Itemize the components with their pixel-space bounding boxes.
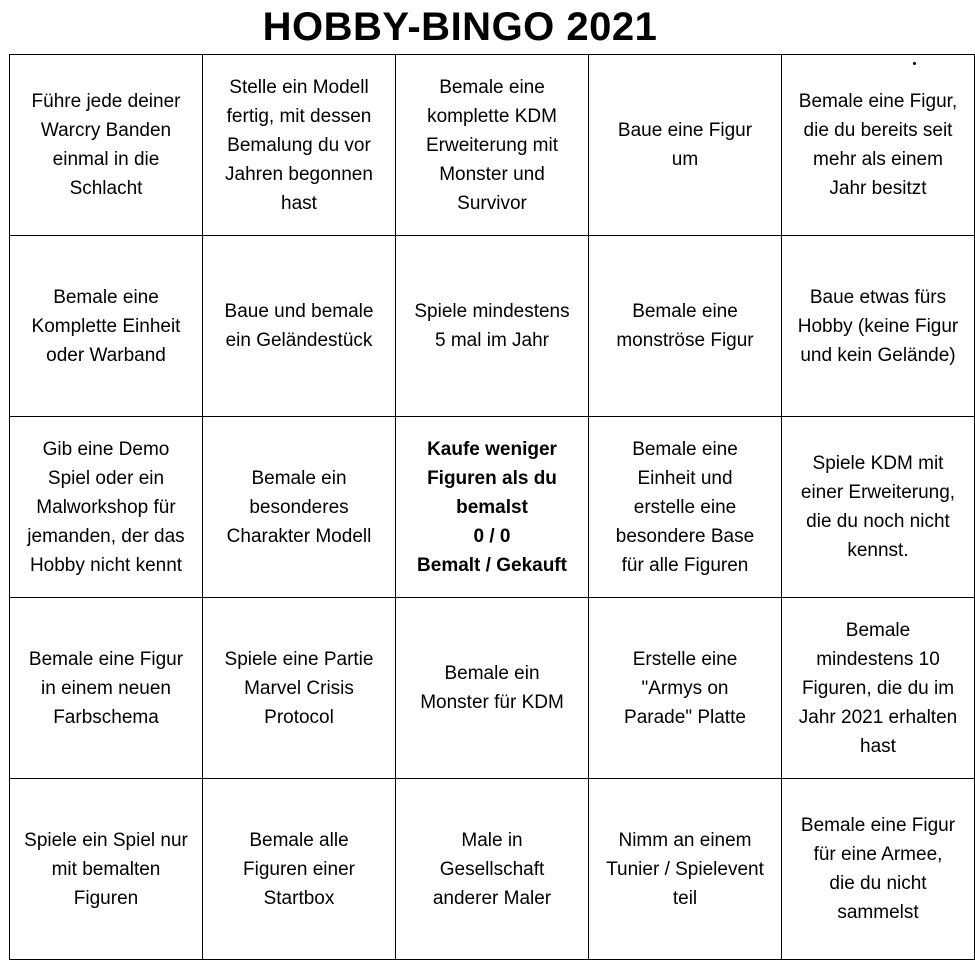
bingo-cell-line: Jahr besitzt bbox=[829, 178, 927, 199]
bingo-cell-line: Bemale eine Figur, bbox=[798, 91, 958, 112]
bingo-cell-line: und kein Gelände) bbox=[800, 344, 956, 366]
bingo-cell-line: Spiele eine Partie bbox=[224, 648, 374, 670]
bingo-cell-line: Einheit und bbox=[637, 467, 733, 489]
bingo-row bbox=[10, 55, 975, 236]
bingo-cell-line: Bemale ein bbox=[444, 663, 540, 684]
bingo-cell-line: einer Erweiterung, bbox=[800, 482, 956, 503]
bingo-cell bbox=[396, 598, 589, 779]
bingo-cell-line: mit bemalten bbox=[51, 858, 161, 880]
bingo-cell-line: Bemale eine bbox=[632, 301, 738, 322]
bingo-cell-line: Survivor bbox=[457, 192, 527, 214]
bingo-cell-line: Bemale alle bbox=[249, 829, 349, 851]
bingo-cell bbox=[589, 598, 782, 779]
bingo-cell-line: oder Warband bbox=[46, 344, 166, 366]
bingo-cell-line: Bemale eine Figur bbox=[28, 648, 184, 670]
page-title: HOBBY-BINGO 2021 bbox=[262, 5, 658, 49]
bingo-cell bbox=[203, 598, 396, 779]
bingo-cell-line: komplette KDM bbox=[427, 105, 557, 127]
bingo-cell bbox=[396, 55, 589, 236]
bingo-cell bbox=[203, 55, 396, 236]
bingo-cell-line: Bemale eine bbox=[53, 286, 159, 308]
bingo-cell-line: monströse Figur bbox=[616, 330, 754, 351]
bingo-cell-line: in einem neuen bbox=[41, 677, 171, 699]
bingo-cell-line: Malworkshop für bbox=[36, 496, 176, 518]
bingo-row bbox=[10, 417, 975, 598]
bingo-cell-line: mehr als einem bbox=[813, 149, 943, 170]
bingo-cell bbox=[203, 779, 396, 960]
bingo-cell bbox=[782, 236, 975, 417]
bingo-cell-line: für alle Figuren bbox=[621, 554, 749, 576]
bingo-cell-line: hast bbox=[860, 735, 896, 757]
bingo-cell-line: Hobby (keine Figur bbox=[797, 315, 959, 337]
bingo-cell-line: bemalst bbox=[456, 496, 528, 518]
bingo-cell-line: Bemale bbox=[845, 619, 911, 641]
bingo-cell bbox=[782, 417, 975, 598]
bingo-cell bbox=[782, 779, 975, 960]
bingo-cell-line: die du bereits seit bbox=[803, 120, 953, 141]
bingo-cell bbox=[782, 55, 975, 236]
bingo-cell bbox=[589, 779, 782, 960]
bingo-cell bbox=[782, 598, 975, 779]
bingo-cell bbox=[589, 236, 782, 417]
bingo-cell-line: Spiele KDM mit bbox=[812, 453, 944, 474]
bingo-cell-line: Figuren als du bbox=[427, 467, 557, 489]
bingo-cell-line: Baue und bemale bbox=[224, 301, 374, 322]
bingo-row bbox=[10, 236, 975, 417]
bingo-cell-line: einmal in die bbox=[52, 149, 160, 170]
bingo-cell-line: Erweiterung mit bbox=[426, 134, 558, 156]
bingo-cell-line: besondere Base bbox=[615, 525, 755, 547]
bingo-cell-line: Nimm an einem bbox=[618, 829, 752, 851]
bingo-cell-line: Bemale eine bbox=[439, 76, 545, 98]
bingo-cell-line: besonderes bbox=[249, 496, 349, 518]
bingo-grid bbox=[9, 54, 975, 960]
bingo-cell-line: Figuren, die du im bbox=[801, 677, 955, 699]
bingo-cell-line: die du nicht bbox=[829, 873, 927, 894]
bingo-cell-line: Bemalung du vor bbox=[227, 134, 371, 156]
bingo-cell-line: Jahr 2021 erhalten bbox=[798, 706, 958, 728]
bingo-cell-line: Stelle ein Modell bbox=[229, 76, 369, 98]
bingo-cell-line: Erstelle eine bbox=[632, 648, 738, 670]
bingo-cell-line: anderer Maler bbox=[432, 887, 552, 909]
bingo-cell-line: um bbox=[671, 149, 699, 170]
bingo-cell-line: Baue eine Figur bbox=[617, 120, 753, 141]
bingo-cell bbox=[589, 55, 782, 236]
bingo-cell-line: Startbox bbox=[263, 887, 335, 909]
bingo-cell-line: Figuren einer bbox=[243, 858, 355, 880]
bingo-cell bbox=[203, 236, 396, 417]
bingo-cell-line: Figuren bbox=[73, 887, 139, 909]
bingo-cell-line: Charakter Modell bbox=[226, 525, 372, 547]
bingo-cell-line: sammelst bbox=[837, 902, 919, 923]
bingo-cell bbox=[396, 417, 589, 598]
bingo-cell-line: Protocol bbox=[264, 706, 334, 728]
bingo-cell bbox=[10, 417, 203, 598]
bingo-cell-line: Baue etwas fürs bbox=[809, 286, 947, 308]
bingo-cell-line: erstelle eine bbox=[633, 496, 737, 518]
bingo-cell-line: Monster für KDM bbox=[420, 692, 564, 713]
bingo-cell-line: mindestens 10 bbox=[816, 648, 940, 670]
bingo-cell-line: Spiele mindestens bbox=[414, 301, 570, 322]
bingo-cell-line: Bemale eine Figur bbox=[800, 815, 956, 836]
bingo-cell bbox=[10, 598, 203, 779]
bingo-cell bbox=[10, 236, 203, 417]
bingo-cell-line: Monster und bbox=[439, 163, 545, 185]
bingo-cell-line: 0 / 0 bbox=[473, 525, 511, 547]
bingo-cell-line: Führe jede deiner bbox=[31, 91, 181, 112]
bingo-cell-line: Tunier / Spielevent bbox=[606, 858, 764, 880]
bingo-cell-line: kennst. bbox=[847, 540, 909, 561]
bingo-cell-line: teil bbox=[672, 887, 698, 909]
bingo-cell-line: jemanden, der das bbox=[27, 525, 185, 547]
bingo-cell bbox=[203, 417, 396, 598]
bingo-cell-line: Bemale eine bbox=[632, 438, 738, 460]
bingo-cell-line: Bemale ein bbox=[251, 467, 347, 489]
bingo-cell-line: Spiele ein Spiel nur bbox=[24, 829, 188, 851]
bingo-cell-line: "Armys on bbox=[641, 677, 729, 699]
bingo-cell-line: ein Geländestück bbox=[225, 330, 373, 351]
bingo-cell-line: Hobby nicht kennt bbox=[29, 554, 183, 576]
bingo-cell-line: 5 mal im Jahr bbox=[434, 330, 550, 351]
bingo-cell-line: Warcry Banden bbox=[40, 120, 172, 141]
bingo-cell bbox=[10, 55, 203, 236]
bingo-cell-line: fertig, mit dessen bbox=[226, 105, 372, 127]
bingo-cell-line: Jahren begonnen bbox=[225, 163, 373, 185]
bingo-cell-line: Parade" Platte bbox=[624, 706, 746, 728]
bingo-cell-line: Farbschema bbox=[53, 706, 159, 728]
bingo-cell-line: Bemalt / Gekauft bbox=[417, 554, 567, 576]
bingo-cell-line: Schlacht bbox=[69, 178, 143, 199]
bingo-cell-line: für eine Armee, bbox=[813, 844, 943, 865]
bingo-cell bbox=[10, 779, 203, 960]
bingo-cell-line: Kaufe weniger bbox=[427, 438, 557, 460]
bingo-cell-line: hast bbox=[281, 192, 317, 214]
bingo-row bbox=[10, 779, 975, 960]
bingo-cell-line: die du noch nicht bbox=[806, 511, 950, 532]
bingo-cell-line: Komplette Einheit bbox=[31, 315, 181, 337]
bingo-cell bbox=[396, 779, 589, 960]
bingo-cell-line: Male in bbox=[461, 829, 523, 851]
bingo-cell-line: Gib eine Demo bbox=[42, 438, 170, 460]
bingo-cell-line: Gesellschaft bbox=[439, 858, 545, 880]
bingo-row bbox=[10, 598, 975, 779]
bingo-cell bbox=[396, 236, 589, 417]
bingo-cell-line: Marvel Crisis bbox=[244, 677, 354, 699]
bingo-cell-line: Spiel oder ein bbox=[47, 467, 165, 489]
bingo-cell bbox=[589, 417, 782, 598]
